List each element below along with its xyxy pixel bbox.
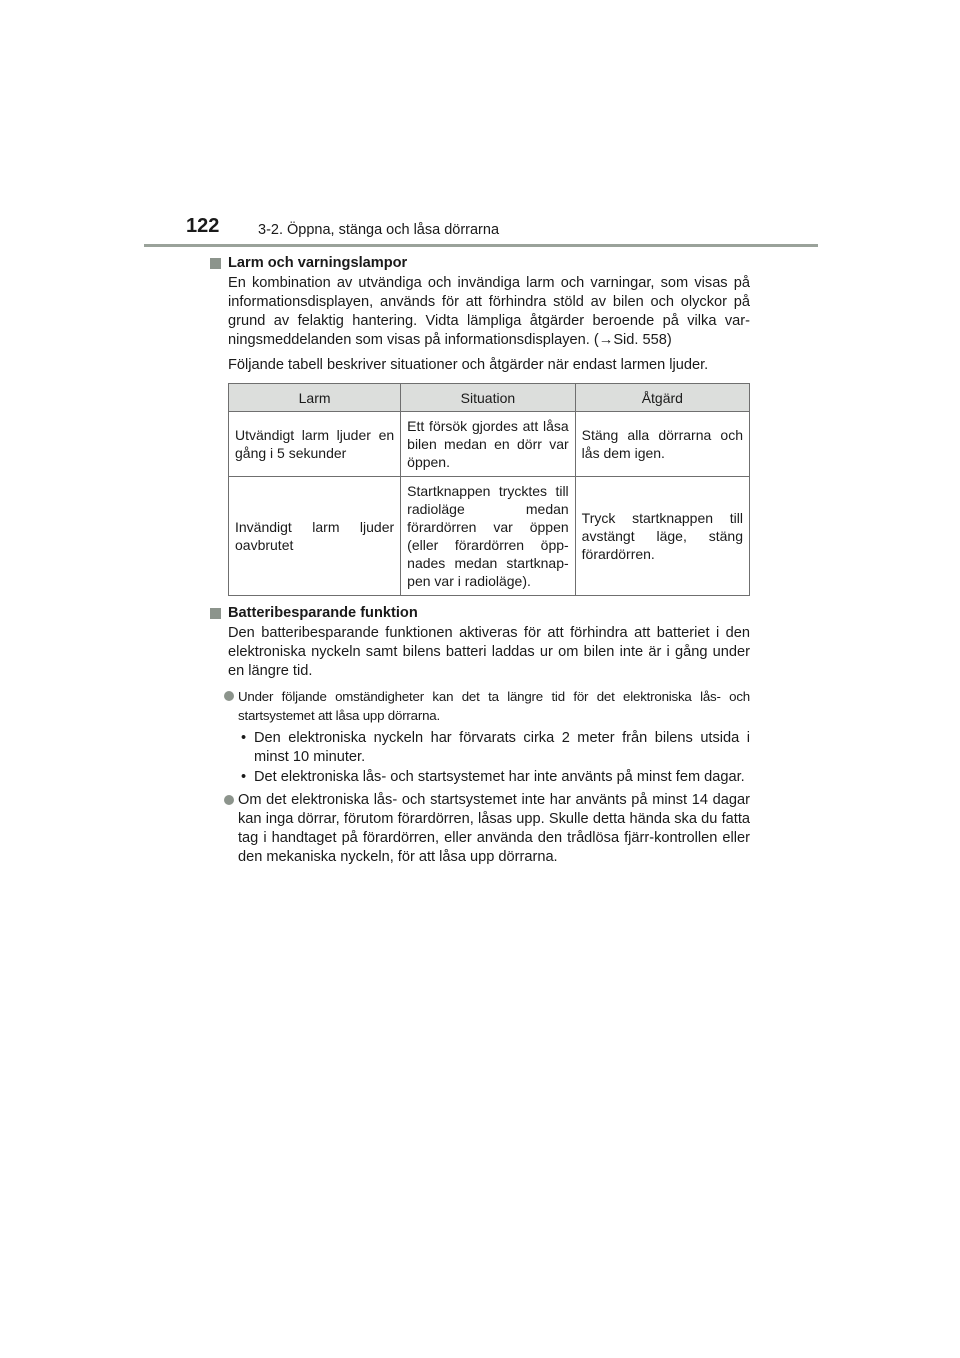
- paragraph: En kombination av utvändiga och invändiga larm och varningar, som visas på informationsdisplayen, används för att förhindra stöld av bilen och olyckor på grund av felaktig hantering. Vidta lämpliga åtgärder beroende på vilka var-ningsmeddelanden som visas på informationsdisplayen. (→Sid. 558): [228, 275, 750, 348]
- square-bullet-icon: [210, 258, 221, 269]
- heading-text: Batteribesparande funktion: [228, 605, 418, 621]
- bullet-text: Om det elektroniska lås- och startsystemet inte har använts på minst 14 dagar kan inga dörrar, förutom förardörren, låsas upp. Skulle detta hända ska du fatta tag i handtaget på förardörren, eller använda den trådlösa fjärr-kontrollen eller den mekaniska nyckeln, för att låsa upp dörrarna.: [238, 792, 750, 865]
- bullet-item: [210, 791, 750, 867]
- sub-bullet-text: Den elektroniska nyckeln har förvarats cirka 2 meter från bilens utsida i minst 10 minuter.: [254, 730, 750, 765]
- header-rule: [144, 244, 818, 247]
- bullet-item: [210, 687, 750, 725]
- sub-bullet-text: Det elektroniska lås- och startsystemet har inte använts på minst fem dagar.: [254, 769, 745, 785]
- page-number: 122: [186, 215, 220, 237]
- alarm-table: [228, 383, 750, 596]
- page-content: [210, 254, 750, 871]
- column-header-situation: Situation: [401, 384, 576, 412]
- table-row: [229, 477, 750, 596]
- table-cell: Ett försök gjordes att låsa bilen medan en dörr var öppen.: [401, 412, 576, 477]
- column-header-larm: Larm: [229, 384, 401, 412]
- section-heading-battery: [210, 604, 750, 623]
- column-header-atgard: Åtgärd: [575, 384, 749, 412]
- table-cell: Stäng alla dörrarna och lås dem igen.: [575, 412, 749, 477]
- table-cell: Tryck startknappen till avstängt läge, stäng förardörren.: [575, 477, 749, 596]
- table-cell: Invändigt larm ljuder oavbrutet: [229, 477, 401, 596]
- section-title: 3-2. Öppna, stänga och låsa dörrarna: [258, 222, 500, 238]
- table-header-row: [229, 384, 750, 412]
- table-cell: Startknappen trycktes till radioläge medan förardörren var öppen (eller förardörren öpp-nades medan startknap-pen var i radioläge).: [401, 477, 576, 596]
- sub-bullet-item: [210, 768, 750, 787]
- circle-bullet-icon: [224, 691, 234, 701]
- dot-bullet-icon: •: [241, 730, 247, 746]
- paragraph: Följande tabell beskriver situationer och åtgärder när endast larmen ljuder.: [228, 357, 709, 373]
- paragraph: Den batteribesparande funktionen aktiveras för att förhindra att batteriet i den elektroniska nyckeln samt bilens batteri laddas ur om bilen inte är i gång under en längre tid.: [228, 625, 750, 679]
- table-cell: Utvändigt larm ljuder en gång i 5 sekunder: [229, 412, 401, 477]
- square-bullet-icon: [210, 608, 221, 619]
- page-header: [186, 214, 816, 246]
- table-row: [229, 412, 750, 477]
- circle-bullet-icon: [224, 795, 234, 805]
- heading-text: Larm och varningslampor: [228, 255, 408, 271]
- sub-bullet-item: [210, 729, 750, 767]
- bullet-text: Under följande omständigheter kan det ta längre tid för det elektroniska lås- och startsystemet att låsa upp dörrarna.: [238, 689, 750, 723]
- section-heading-alarms: [210, 254, 750, 273]
- dot-bullet-icon: •: [241, 769, 247, 785]
